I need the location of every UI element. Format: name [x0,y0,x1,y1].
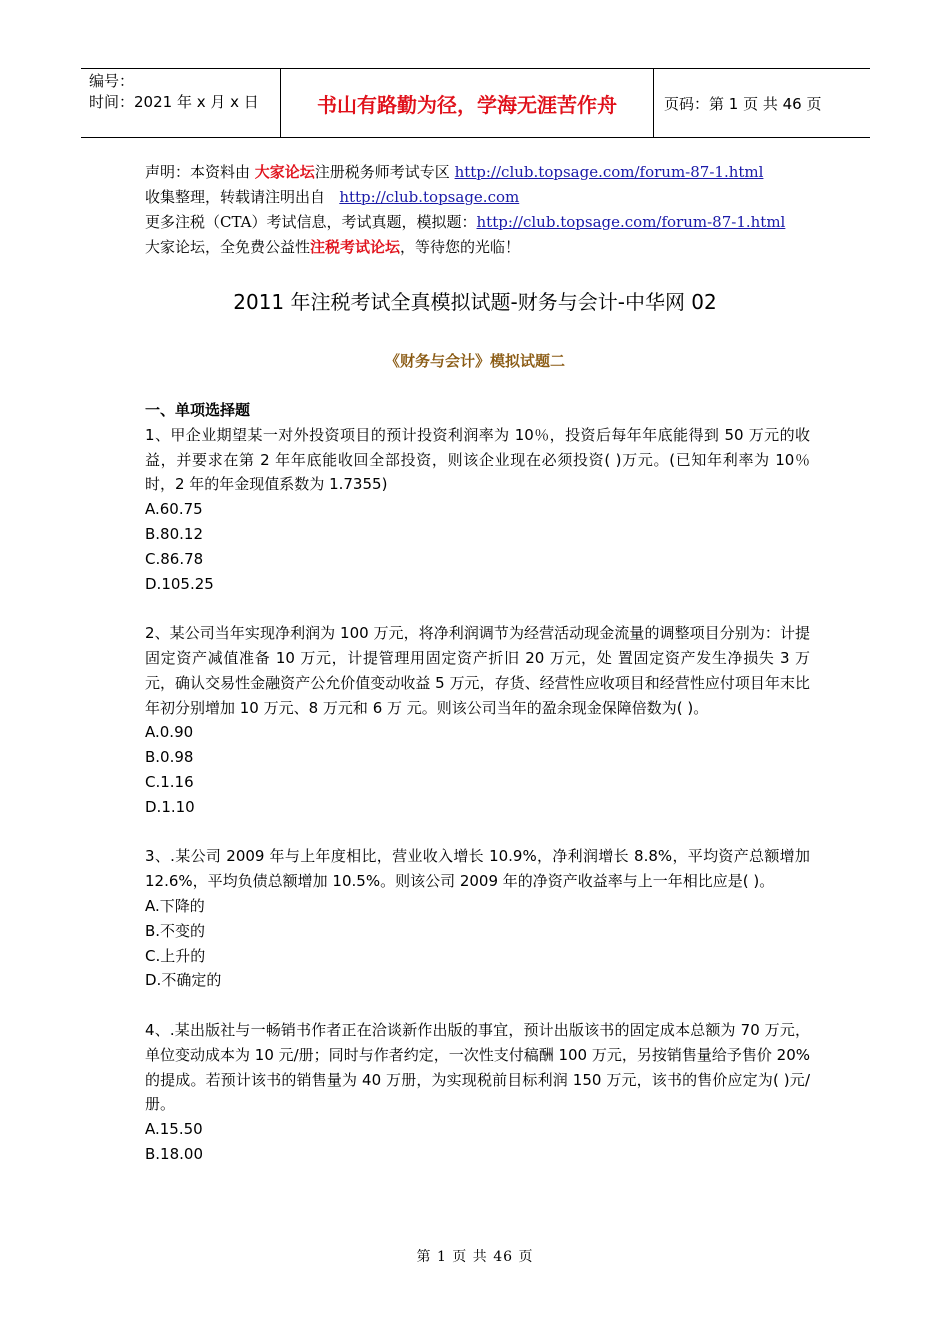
option: B.不变的 [145,921,206,940]
declaration-line-3 [145,210,845,235]
question-body [145,398,810,1167]
time-label: 时间：2021 年 x 月 x 日 [89,93,259,111]
declaration-text: 声明：本资料由 [145,163,255,181]
declaration-text: 注册税务师考试专区 [314,163,455,181]
declaration-text: 大家论坛，全免费公益性 [145,238,311,256]
option: A.0.90 [145,723,194,742]
option: D.1.10 [145,797,195,816]
header-meta [81,69,281,137]
forum-link[interactable]: http://club.topsage.com/forum-87-1.html [476,213,786,231]
header-page-info: 页码：第 1 页 共 46 页 [664,94,822,113]
forum-link[interactable]: http://club.topsage.com/forum-87-1.html [454,163,764,181]
page-footer: 第 1 页 共 46 页 [416,1249,534,1265]
option: A.15.50 [145,1120,203,1139]
declaration-line-4 [145,235,845,260]
question-text: 4、.某出版社与一畅销书作者正在洽谈新作出版的事宜，预计出版该书的固定成本总额为 70 万元，单位变动成本为 10 元/册；同时与作者约定，一次性支付稿酬 100 万元，另按销售量给予售价 20%的提成。若预计该书的销售量为 40 万册，为实现税前目标利润 150 万元，该书的售价应定为( )元/册。 [145,1020,810,1114]
site-link[interactable]: http://club.topsage.com [339,188,520,206]
option: B.80.12 [145,524,204,543]
question-3 [145,844,810,993]
option: D.不确定的 [145,971,222,990]
option: A.60.75 [145,500,203,519]
header-motto: 书山有路勤为径，学海无涯苦作舟 [281,69,654,137]
declaration-line-2 [145,185,845,210]
question-4 [145,1018,810,1167]
header-table [81,68,870,138]
declaration-text: ，等待您的光临！ [400,238,521,256]
option: C.1.16 [145,772,194,791]
option: D.105.25 [145,574,214,593]
option: B.0.98 [145,748,194,767]
section-heading: 一、单项选择题 [145,401,251,419]
option: A.下降的 [145,896,205,915]
option: C.上升的 [145,946,206,965]
document-subtitle: 《财务与会计》模拟试题二 [384,352,565,370]
forum-name: 注税考试论坛 [310,238,401,256]
question-text: 1、甲企业期望某一对外投资项目的预计投资利润率为 10％，投资后每年年底能得到 50 万元的收益，并要求在第 2 年年底能收回全部投资，则该企业现在必须投资( )万元。(已知年利率为 10％时，2 年的年金现值系数为 1.7355) [145,425,810,494]
number-label: 编号： [89,72,135,90]
declaration-text: 更多注税（CTA）考试信息，考试真题，模拟题： [145,213,477,231]
document-title: 2011 年注税考试全真模拟试题-财务与会计-中华网 02 [233,290,717,314]
brand-name: 大家论坛 [254,163,315,181]
declaration [145,160,845,260]
option: B.18.00 [145,1144,204,1163]
declaration-text: 收集整理，转载请注明出自 [145,188,340,206]
question-text: 3、.某公司 2009 年与上年度相比，营业收入增长 10.9%，净利润增长 8.8%，平均资产总额增加 12.6%，平均负债总额增加 10.5%。则该公司 2009 年的净资产收益率与上一年相比应是( )。 [145,847,810,891]
question-1 [145,423,810,597]
option: C.86.78 [145,549,204,568]
question-text: 2、某公司当年实现净利润为 100 万元，将净利润调节为经营活动现金流量的调整项目分别为：计提固定资产减值准备 10 万元，计提管理用固定资产折旧 20 万元，处 置固定资产发生净损失 3 万元，确认交易性金融资产公允价值变动收益 5 万元，存货、经营性应收项目和经营性应付项目年末比年初分别增加 10 万元、8 万元和 6 万 元。则该公司当年的盈余现金保障倍数为( )。 [145,624,810,717]
declaration-line-1 [145,160,845,185]
question-2 [145,621,810,819]
